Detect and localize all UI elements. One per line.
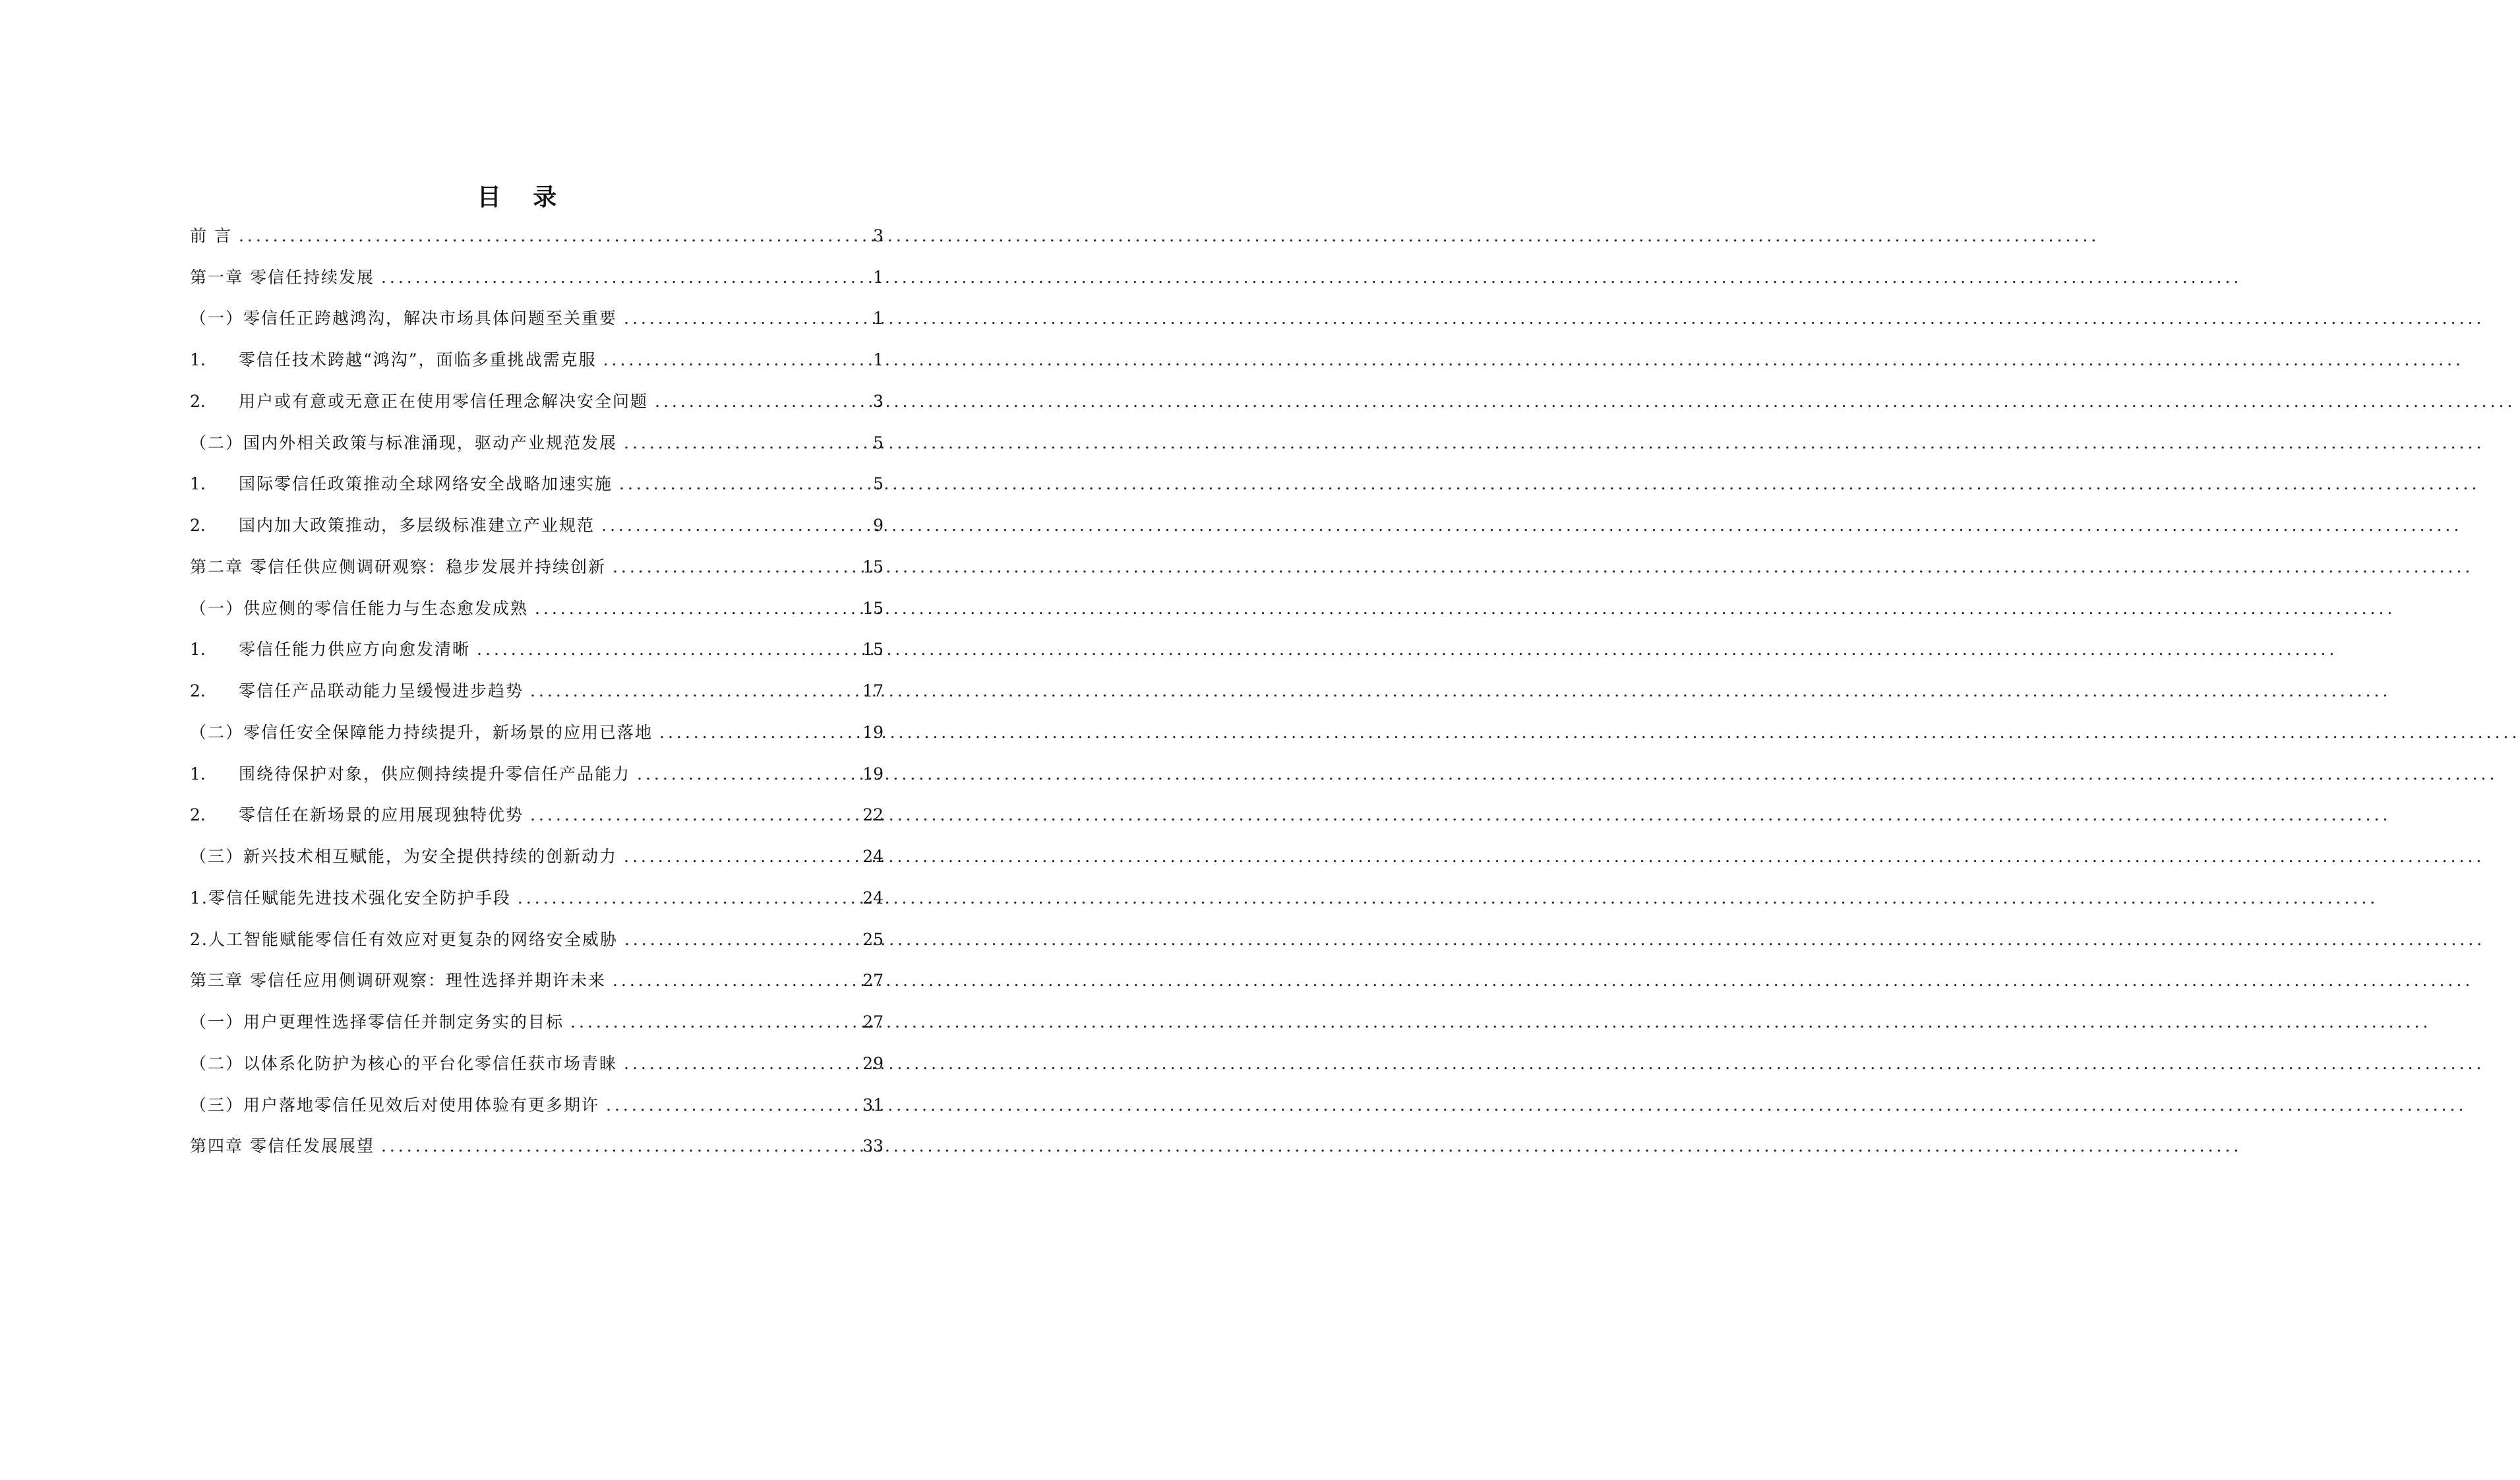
toc-dot-leader: [570, 1012, 858, 1032]
toc-entry[interactable]: [190, 1036, 884, 1078]
toc-entry-number: 2.: [190, 681, 206, 700]
toc-entry-title: （一）零信任正跨越鸿沟，解决市场具体问题至关重要: [190, 309, 618, 328]
toc-entry-title: 第三章 零信任应用侧调研观察：理性选择并期许未来: [190, 971, 606, 991]
toc-entry-title: （三）用户落地零信任见效后对使用体验有更多期许: [190, 1095, 600, 1115]
toc-page-number: 15: [862, 598, 884, 618]
toc-page-number: 1: [873, 350, 884, 369]
toc-dot-leader: [381, 1136, 858, 1156]
toc-dot-leader: [381, 268, 869, 288]
toc-entry-number: 1.: [190, 350, 206, 369]
toc-entry-title: 第二章 零信任供应侧调研观察：稳步发展并持续创新: [190, 557, 606, 576]
toc-entry[interactable]: [190, 663, 884, 705]
toc-list: [190, 208, 884, 1160]
toc-page-number: 24: [862, 847, 884, 866]
toc-entry-title: 第一章 零信任持续发展: [190, 267, 375, 287]
toc-entry-title: （二）国内外相关政策与标准涌现，驱动产业规范发展: [190, 433, 618, 452]
toc-entry[interactable]: [190, 871, 884, 912]
toc-entry-title: 零信任技术跨越“鸿沟”，面临多重挑战需克服: [239, 350, 597, 369]
toc-page-number: 17: [862, 681, 884, 700]
toc-page-number: 5: [873, 433, 884, 452]
toc-page-number: 24: [862, 888, 884, 908]
toc-dot-leader: [535, 599, 858, 619]
toc-entry-title: 零信任产品联动能力呈缓慢进步趋势: [239, 681, 524, 700]
toc-page-number: 22: [862, 805, 884, 825]
toc-entry[interactable]: [190, 208, 884, 250]
toc-page-number: 25: [862, 929, 884, 949]
toc-dot-leader: [530, 681, 858, 701]
toc-page-number: 19: [862, 764, 884, 784]
toc-page-number: 15: [862, 557, 884, 576]
toc-page-number: 1: [873, 309, 884, 328]
toc-page-number: 29: [862, 1053, 884, 1073]
toc-entry-title: 用户或有意或无意正在使用零信任理念解决安全问题: [239, 391, 649, 411]
toc-dot-leader: [655, 392, 869, 412]
toc-entry[interactable]: [190, 498, 884, 540]
toc-dot-leader: [619, 474, 869, 494]
toc-entry[interactable]: [190, 995, 884, 1036]
toc-entry[interactable]: [190, 581, 884, 623]
toc-entry-title: （一）用户更理性选择零信任并制定务实的目标: [190, 1012, 564, 1032]
toc-page-number: 15: [862, 640, 884, 660]
toc-dot-leader: [601, 516, 869, 536]
toc-entry[interactable]: [190, 912, 884, 954]
toc-entry[interactable]: [190, 457, 884, 499]
toc-entry[interactable]: [190, 1119, 884, 1161]
toc-page-number: 3: [873, 226, 884, 245]
toc-entry-number: 1.: [190, 640, 206, 660]
toc-entry-title: 零信任能力供应方向愈发清晰: [239, 640, 471, 660]
toc-entry[interactable]: [190, 1078, 884, 1119]
toc-page-number: 9: [873, 516, 884, 535]
toc-dot-leader: [613, 557, 858, 577]
toc-dot-leader: [603, 350, 869, 370]
toc-dot-leader: [239, 226, 869, 246]
toc-entry[interactable]: [190, 332, 884, 374]
toc-entry-title: 围绕待保护对象，供应侧持续提升零信任产品能力: [239, 764, 631, 784]
toc-page-number: 31: [862, 1095, 884, 1115]
toc-dot-leader: [624, 309, 869, 328]
toc-dot-leader: [637, 764, 858, 784]
toc-entry[interactable]: [190, 829, 884, 871]
toc-entry-title: 前 言: [190, 226, 232, 245]
toc-dot-leader: [624, 847, 858, 867]
toc-page-number: 3: [873, 391, 884, 411]
toc-entry[interactable]: [190, 954, 884, 995]
toc-page-number: 1: [873, 267, 884, 287]
toc-entry[interactable]: [190, 374, 884, 416]
toc-page-number: 5: [873, 474, 884, 494]
toc-entry[interactable]: [190, 747, 884, 788]
toc-entry-title: 国际零信任政策推动全球网络安全战略加速实施: [239, 474, 613, 494]
toc-dot-leader: [606, 1095, 858, 1115]
toc-dot-leader: [530, 805, 858, 825]
toc-entry[interactable]: [190, 788, 884, 830]
toc-entry-title: 国内加大政策推动，多层级标准建立产业规范: [239, 516, 595, 535]
toc-entry[interactable]: [190, 416, 884, 457]
toc-dot-leader: [613, 971, 858, 991]
toc-entry[interactable]: [190, 540, 884, 581]
toc-entry-title: 1.零信任赋能先进技术强化安全防护手段: [190, 888, 511, 908]
toc-entry[interactable]: [190, 705, 884, 747]
toc-entry[interactable]: [190, 623, 884, 664]
toc-page-number: 27: [862, 971, 884, 991]
toc-dot-leader: [624, 930, 858, 950]
toc-entry-title: （二）以体系化防护为核心的平台化零信任获市场青睐: [190, 1053, 618, 1073]
toc-entry-title: 零信任在新场景的应用展现独特优势: [239, 805, 524, 825]
toc-entry-title: （三）新兴技术相互赋能，为安全提供持续的创新动力: [190, 847, 618, 866]
toc-entry-number: 1.: [190, 474, 206, 494]
toc-entry-title: （二）零信任安全保障能力持续提升，新场景的应用已落地: [190, 722, 653, 742]
toc-entry[interactable]: [190, 292, 884, 333]
toc-dot-leader: [518, 888, 858, 908]
toc-entry[interactable]: [190, 250, 884, 292]
toc-entry-title: 第四章 零信任发展展望: [190, 1136, 375, 1156]
toc-entry-number: 2.: [190, 516, 206, 535]
toc-page-number: 19: [862, 722, 884, 742]
toc-page-number: 27: [862, 1012, 884, 1032]
toc-entry-title: （一）供应侧的零信任能力与生态愈发成熟: [190, 598, 529, 618]
toc-entry-number: 1.: [190, 764, 206, 784]
toc-title: 目 录: [477, 184, 569, 212]
toc-dot-leader: [477, 640, 858, 660]
toc-entry-number: 2.: [190, 805, 206, 825]
toc-dot-leader: [624, 433, 869, 453]
toc-entry-title: 2.人工智能赋能零信任有效应对更复杂的网络安全威胁: [190, 929, 618, 949]
toc-dot-leader: [659, 723, 858, 743]
toc-dot-leader: [624, 1054, 858, 1074]
toc-entry-number: 2.: [190, 391, 206, 411]
toc-page-number: 33: [862, 1136, 884, 1156]
